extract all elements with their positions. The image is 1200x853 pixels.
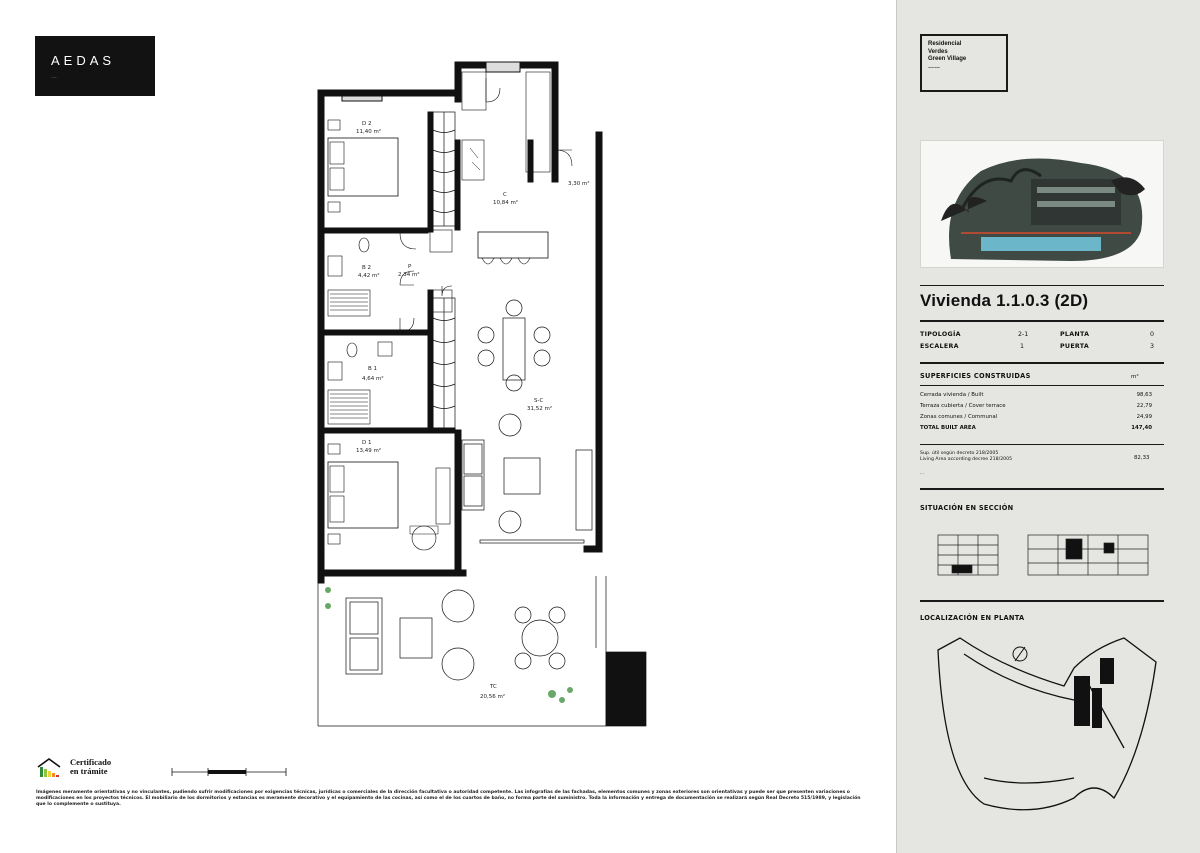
south-wall-bedroom — [318, 570, 424, 576]
sup-row-total-value: 147,40 — [1131, 425, 1152, 431]
room-sc-area: 31,52 m² — [527, 406, 553, 412]
room-b2-area: 4,42 m² — [358, 273, 380, 279]
sup-row-terrace-name: Terraza cubierta / Cover terrace — [920, 403, 1006, 409]
rule-localizacion — [920, 600, 1164, 602]
bed-d1 — [328, 444, 450, 550]
escalera-value: 1 — [1020, 343, 1025, 350]
energy-certificate — [36, 757, 146, 781]
sup-row-communal-name: Zonas comunes / Communal — [920, 414, 998, 420]
kitchen-wall-east — [552, 62, 558, 182]
sup-row-terrace-value: 22,79 — [1136, 403, 1152, 409]
tipologia-label: TIPOLOGÍA — [920, 331, 961, 338]
room-c-area: 10,84 m² — [493, 200, 519, 206]
wall-d2-b2 — [324, 228, 428, 233]
bathroom-b1-fixtures — [328, 342, 392, 424]
planta-label: PLANTA — [1060, 331, 1090, 338]
useful-area-note: Sup. útil según decreto 218/2005 Living Area according decree 218/2005 — [920, 451, 1013, 463]
window-kitchen — [486, 62, 520, 72]
apartment-floor-plan — [300, 50, 660, 740]
room-p-area: 2,34 m² — [398, 272, 420, 278]
useful-area-value: 82,33 — [1134, 455, 1150, 461]
room-sc-name: S-C — [534, 398, 544, 404]
room-d1-name: D 1 — [362, 440, 372, 446]
dining-set — [478, 300, 550, 391]
scale-bar — [170, 764, 288, 780]
wardrobe-d2 — [433, 112, 455, 226]
energy-certificate-label: Certificado en trámite — [70, 757, 112, 776]
room-b1-area: 4,64 m² — [362, 376, 384, 382]
room-tc-area: 20,56 m² — [480, 694, 506, 700]
west-wall — [318, 93, 324, 583]
terrace-plants — [325, 587, 573, 703]
room-d1-area: 13,49 m² — [356, 448, 382, 454]
rule-specs — [920, 362, 1164, 364]
sup-row-total-name: TOTAL BUILT AREA — [920, 425, 976, 431]
room-b1-name: B 1 — [368, 366, 378, 372]
planta-value: 0 — [1150, 331, 1155, 338]
terrace — [318, 576, 646, 726]
panel-divider — [896, 0, 897, 853]
rule-sup-head — [920, 385, 1164, 386]
rule-top — [920, 285, 1164, 286]
section-location-diagram — [928, 525, 1160, 585]
room-p-name: P — [408, 264, 412, 270]
localizacion-heading: LOCALIZACIÓN EN PLANTA — [920, 614, 1025, 622]
superficies-heading: SUPERFICIES CONSTRUIDAS — [920, 372, 1031, 380]
rendering-illustration — [921, 141, 1164, 268]
development-rendering — [920, 140, 1164, 268]
useful-area-footnote: … — [920, 470, 924, 475]
room-c-name: C — [503, 192, 507, 198]
rule-situacion — [920, 488, 1164, 490]
wall-bath-east — [428, 290, 433, 430]
north-arrow-icon — [1013, 647, 1027, 661]
room-b2-name: B 2 — [362, 265, 372, 271]
window-d2 — [342, 96, 382, 101]
wall-b1-d1 — [324, 428, 455, 433]
rule-sup-total — [920, 444, 1164, 445]
logo-text: AEDAS — [51, 53, 116, 68]
sup-row-built-value: 98,63 — [1136, 392, 1152, 398]
wardrobe-d1 — [433, 298, 455, 428]
bedroom1-east-wall — [455, 430, 461, 576]
puerta-value: 3 — [1150, 343, 1155, 350]
situacion-heading: SITUACIÓN EN SECCIÓN — [920, 504, 1014, 512]
unit-title: Vivienda 1.1.0.3 (2D) — [920, 291, 1089, 310]
puerta-label: PUERTA — [1060, 343, 1090, 350]
logo-subtext: … — [51, 74, 58, 80]
energy-house-icon — [36, 757, 62, 779]
legal-disclaimer: Imágenes meramente orientativas y no vinculantes, pudiendo sufrir modificaciones por exigencias técnicas, jurídicas o comerciales de la dirección facultativa o autoridad competente. Las infografías de las fachadas, elementos comunes y zonas exteriores son orientativas y puede ser que presenten variaciones o modificaciones en los proyectos técnicos. El mobiliario de los dormitorios y estancias es meramente decorativo y el equipamiento de las cocinas, así como el de los cuartos de baño, no forma parte del suministro. Toda la información y entrega de documentación se realizará según Real Decreto 515/1989, y legislación que lo complemente o sustituya. — [36, 790, 861, 808]
site-location-map — [924, 628, 1164, 828]
sup-row-built-name: Cerrada vivienda / Built — [920, 392, 984, 398]
room-tendedero-area: 3,30 m² — [568, 181, 590, 187]
room-labels — [356, 121, 590, 700]
room-d2-area: 11,40 m² — [356, 129, 382, 135]
room-tc-name: TC — [490, 684, 497, 690]
living-set — [462, 414, 592, 543]
east-wall — [596, 132, 602, 552]
east-wall-corner — [584, 546, 602, 552]
aedas-logo — [35, 36, 155, 96]
rule-under-title — [920, 320, 1164, 322]
development-badge: Residencial Verdes Green Village …… — [920, 34, 1008, 92]
tipologia-value: 2-1 — [1018, 331, 1029, 338]
wall-b2-b1 — [324, 330, 428, 335]
wall-d2-east — [428, 112, 433, 232]
sup-row-communal-value: 24,99 — [1136, 414, 1152, 420]
wall-laundry — [528, 140, 533, 182]
room-d2-name: D 2 — [362, 121, 372, 127]
escalera-label: ESCALERA — [920, 343, 959, 350]
superficies-unit: m² — [1131, 374, 1139, 380]
north-wall-bedroom — [318, 90, 458, 96]
wall-corridor — [455, 140, 460, 230]
